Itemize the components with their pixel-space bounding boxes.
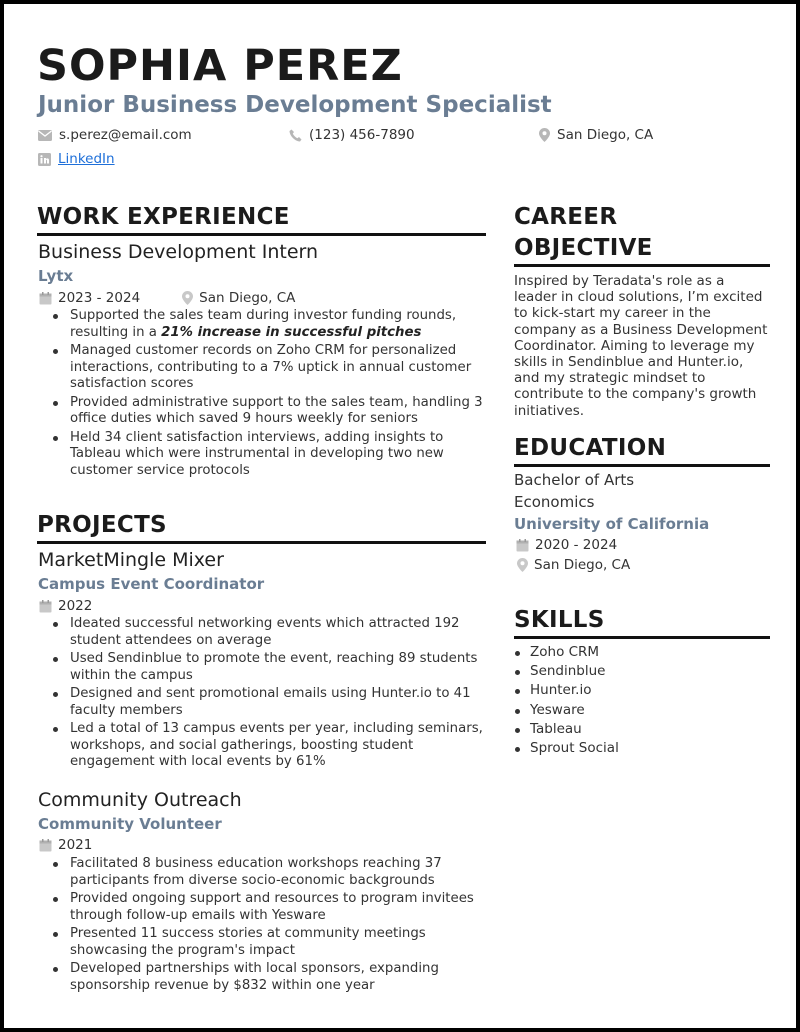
education-field: Economics xyxy=(514,493,595,511)
calendar-icon xyxy=(39,839,52,852)
skill-item: Sendinblue xyxy=(515,662,765,681)
objective-divider xyxy=(514,264,770,267)
list-item: Held 34 client satisfaction interviews, adding insights to Tableau which were instrumental in developing two new customer service protocols xyxy=(38,430,488,480)
job-company: Lytx xyxy=(38,267,74,285)
project-title: MarketMingle Mixer xyxy=(38,549,224,571)
work-divider xyxy=(37,233,486,236)
contact-email xyxy=(38,127,192,143)
map-pin-icon xyxy=(517,558,528,572)
project-role: Community Volunteer xyxy=(38,815,222,833)
job-dates: 2023 - 2024 xyxy=(58,290,141,306)
highlight-text: 21% increase in successful pitches xyxy=(161,324,422,340)
contact-location xyxy=(539,127,653,143)
phone-text: (123) 456-7890 xyxy=(309,127,415,143)
projects-heading: PROJECTS xyxy=(37,512,167,538)
phone-icon xyxy=(289,129,302,142)
project-role: Campus Event Coordinator xyxy=(38,575,265,593)
education-divider xyxy=(514,464,770,467)
skills-heading: SKILLS xyxy=(514,607,605,633)
objective-heading-line2: OBJECTIVE xyxy=(514,235,653,261)
email-text: s.perez@email.com xyxy=(59,127,192,143)
list-item: Supported the sales team during investor funding rounds, resulting in a 21% increase in successful pitches xyxy=(38,308,488,341)
projects-divider xyxy=(37,541,486,544)
job-meta xyxy=(39,290,295,306)
education-location: San Diego, CA xyxy=(534,557,631,573)
candidate-name: SOPHIA PEREZ xyxy=(37,41,403,91)
contact-linkedin xyxy=(38,151,115,167)
skill-item: Hunter.io xyxy=(515,681,765,700)
list-item: Provided administrative support to the sales team, handling 3 office duties which saved 9 hours weekly for seniors xyxy=(38,395,488,428)
project-bullets xyxy=(38,856,488,996)
calendar-icon xyxy=(39,292,52,305)
project-title: Community Outreach xyxy=(38,789,242,811)
linkedin-link[interactable]: LinkedIn xyxy=(58,151,115,167)
skills-list xyxy=(515,643,765,758)
list-item: Managed customer records on Zoho CRM for personalized interactions, contributing to a 7% uptick in annual customer satisfaction scores xyxy=(38,343,488,393)
job-bullets xyxy=(38,308,488,481)
location-text: San Diego, CA xyxy=(557,127,654,143)
skill-item: Zoho CRM xyxy=(515,643,765,662)
objective-text: Inspired by Teradata's role as a leader in cloud solutions, I’m excited to kick-start my career in the company as a Business Development Coordinator. Aiming to leverage my skills in Sendinblue and Hunter.io, and my strategic mindset to contribute to the company's growth initiatives. xyxy=(514,273,768,419)
education-degree: Bachelor of Arts xyxy=(514,471,635,489)
work-experience-heading: WORK EXPERIENCE xyxy=(37,204,290,230)
education-school: University of California xyxy=(514,515,710,533)
map-pin-icon xyxy=(539,128,550,142)
calendar-icon xyxy=(39,600,52,613)
list-item: Led a total of 13 campus events per year, including seminars, workshops, and social gatherings, boosting student engagement with local events by 61% xyxy=(38,721,488,771)
project-year: 2022 xyxy=(58,598,93,614)
list-item: Presented 11 success stories at community meetings showcasing the program's impact xyxy=(38,926,488,959)
envelope-icon xyxy=(38,130,52,141)
list-item: Facilitated 8 business education workshops reaching 37 participants from diverse socio-economic backgrounds xyxy=(38,856,488,889)
education-location-row xyxy=(517,557,630,573)
list-item: Ideated successful networking events which attracted 192 student attendees on average xyxy=(38,616,488,649)
skills-divider xyxy=(514,636,770,639)
map-pin-icon xyxy=(182,291,193,305)
list-item: Designed and sent promotional emails using Hunter.io to 41 faculty members xyxy=(38,686,488,719)
job-title: Business Development Intern xyxy=(38,241,319,263)
objective-heading-line1: CAREER xyxy=(514,204,618,230)
education-heading: EDUCATION xyxy=(514,435,667,461)
project-meta xyxy=(39,837,92,853)
list-item: Developed partnerships with local sponsors, expanding sponsorship revenue by $832 within one year xyxy=(38,961,488,994)
calendar-icon xyxy=(516,539,529,552)
list-item: Used Sendinblue to promote the event, reaching 89 students within the campus xyxy=(38,651,488,684)
skill-item: Tableau xyxy=(515,720,765,739)
skill-item: Yesware xyxy=(515,701,765,720)
list-item: Provided ongoing support and resources to program invitees through follow-up emails with Yesware xyxy=(38,891,488,924)
contact-phone xyxy=(289,127,415,143)
project-year: 2021 xyxy=(58,837,93,853)
education-dates-row xyxy=(516,537,617,553)
project-meta xyxy=(39,598,92,614)
project-bullets xyxy=(38,616,488,773)
job-location: San Diego, CA xyxy=(199,290,296,306)
linkedin-icon xyxy=(38,153,51,166)
skill-item: Sprout Social xyxy=(515,739,765,758)
candidate-title: Junior Business Development Specialist xyxy=(38,92,552,118)
education-dates: 2020 - 2024 xyxy=(535,537,618,553)
